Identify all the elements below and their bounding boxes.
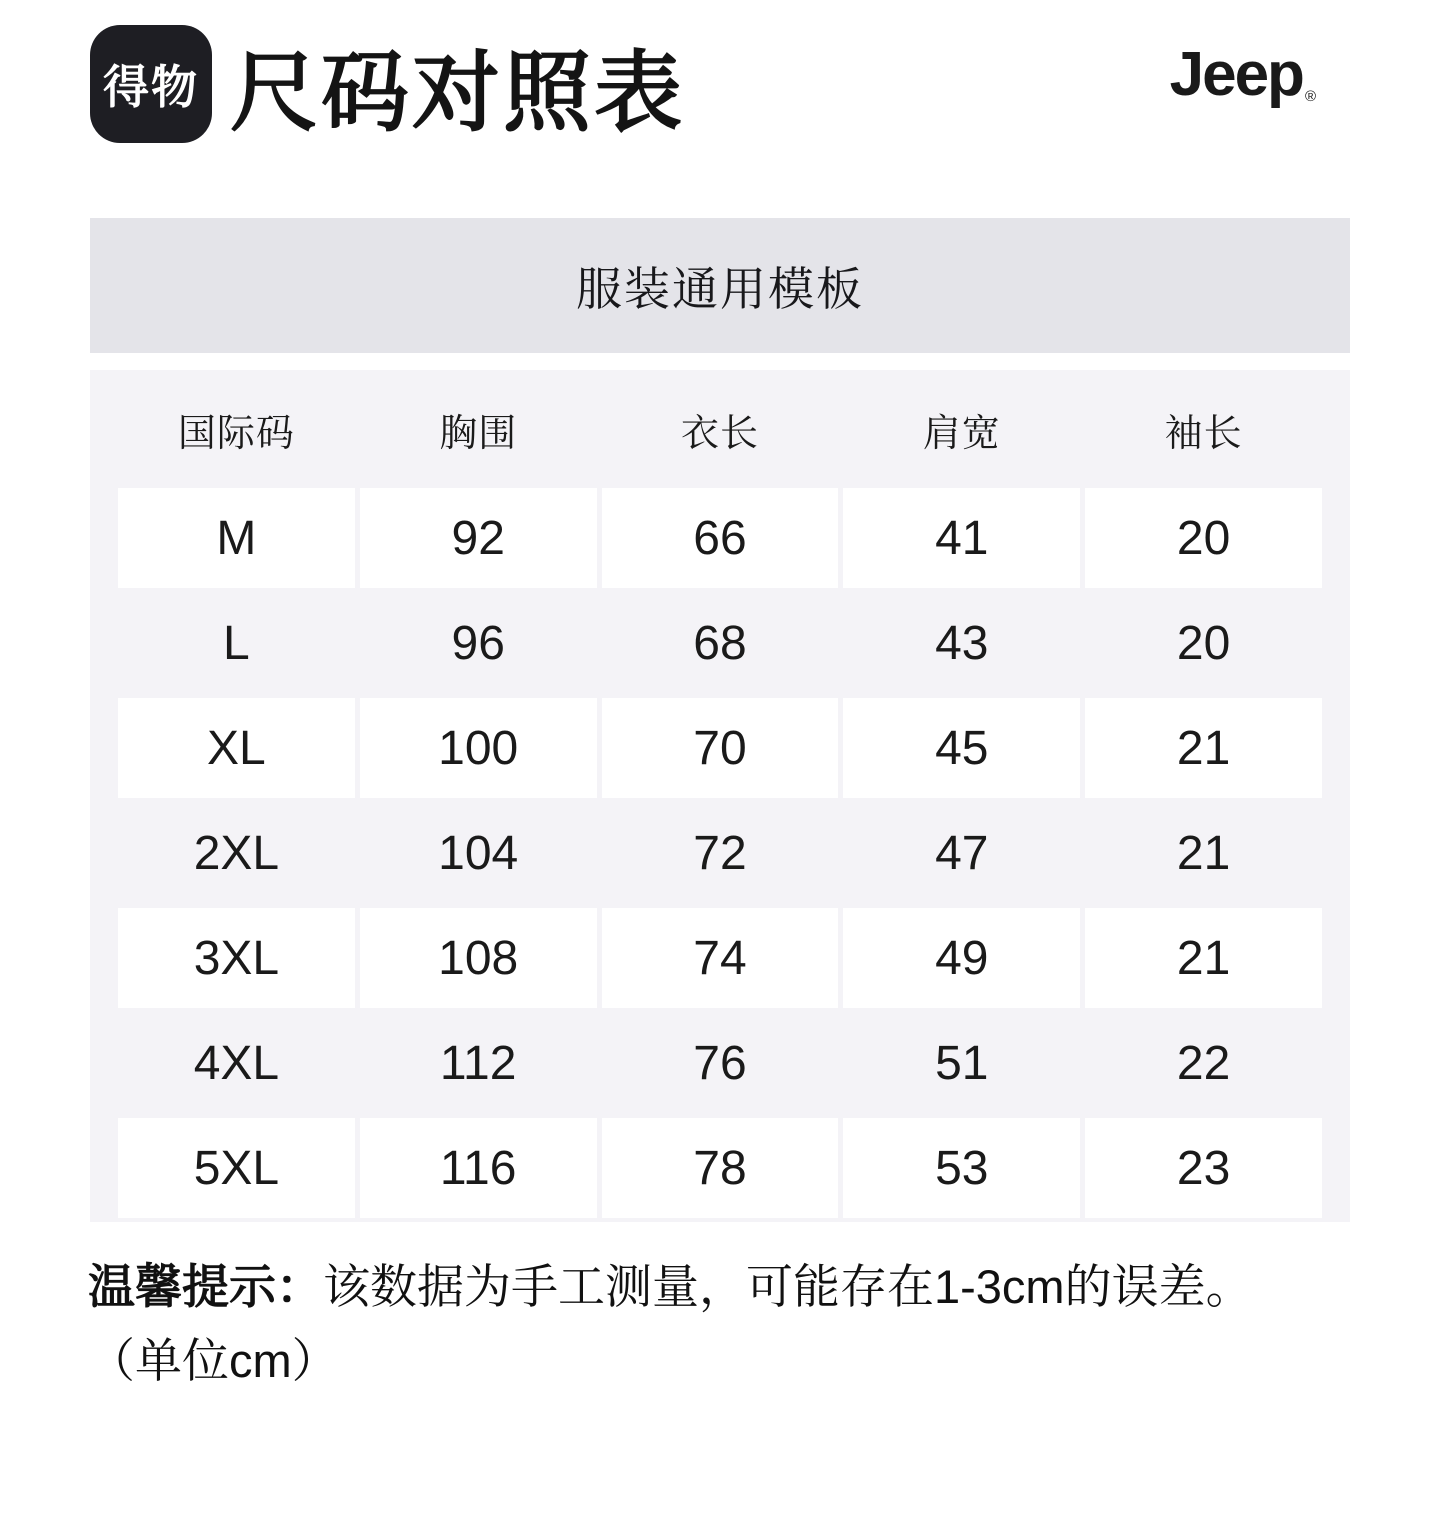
chest-cell: 112: [360, 1013, 597, 1113]
length-cell: 68: [602, 593, 839, 693]
table-row-m: [118, 488, 1322, 588]
measurement-note: [88, 1252, 1350, 1396]
length-cell: 70: [602, 698, 839, 798]
sleeve-cell: 21: [1085, 698, 1322, 798]
length-cell: 76: [602, 1013, 839, 1113]
chest-cell: 104: [360, 803, 597, 903]
size-table: [90, 370, 1350, 1222]
size-label-cell: 5XL: [118, 1118, 355, 1218]
jeep-brand-text: Jeep: [1169, 40, 1303, 109]
shoulder-cell: 45: [843, 698, 1080, 798]
column-header-shoulder-width: 肩宽: [922, 412, 1001, 455]
length-cell: 74: [602, 908, 839, 1008]
sleeve-cell: 21: [1085, 803, 1322, 903]
table-row-5xl: [118, 1118, 1322, 1218]
size-label-cell: XL: [118, 698, 355, 798]
dewu-logo: [90, 25, 212, 143]
size-label-cell: 2XL: [118, 803, 355, 903]
length-cell: 72: [602, 803, 839, 903]
table-row-xl: [118, 698, 1322, 798]
length-cell: 66: [602, 488, 839, 588]
shoulder-cell: 49: [843, 908, 1080, 1008]
dewu-logo-text: 得物: [103, 61, 199, 113]
shoulder-cell: 51: [843, 1013, 1080, 1113]
table-row-l: [118, 593, 1322, 693]
size-label-cell: 4XL: [118, 1013, 355, 1113]
unit-note: （单位cm）: [88, 1334, 339, 1387]
sleeve-cell: 21: [1085, 908, 1322, 1008]
note-line: [88, 1252, 1350, 1322]
sleeve-cell: 23: [1085, 1118, 1322, 1218]
chest-cell: 116: [360, 1118, 597, 1218]
shoulder-cell: 53: [843, 1118, 1080, 1218]
table-row-2xl: [118, 803, 1322, 903]
note-label: 温馨提示：: [88, 1260, 323, 1313]
page-title: 尺码对照表: [230, 43, 686, 142]
length-cell: 78: [602, 1118, 839, 1218]
template-section-title: 服装通用模板: [576, 262, 864, 315]
column-header-garment-length: 衣长: [680, 412, 759, 455]
table-header-row: [118, 370, 1322, 488]
chest-cell: 96: [360, 593, 597, 693]
column-header-international-size: 国际码: [177, 412, 295, 455]
column-header-chest: 胸围: [439, 412, 518, 455]
template-section-header: [90, 218, 1350, 353]
size-label-cell: 3XL: [118, 908, 355, 1008]
sleeve-cell: 20: [1085, 488, 1322, 588]
page-header: [0, 0, 1440, 218]
chest-cell: 108: [360, 908, 597, 1008]
column-header-sleeve-length: 袖长: [1164, 412, 1243, 455]
chest-cell: 100: [360, 698, 597, 798]
shoulder-cell: 41: [843, 488, 1080, 588]
size-label-cell: M: [118, 488, 355, 588]
chest-cell: 92: [360, 488, 597, 588]
note-text: 该数据为手工测量，可能存在1-3cm的误差。: [323, 1260, 1253, 1313]
table-row-4xl: [118, 1013, 1322, 1113]
sleeve-cell: 20: [1085, 593, 1322, 693]
table-row-3xl: [118, 908, 1322, 1008]
registered-trademark-icon: ®: [1304, 88, 1316, 105]
jeep-brand-logo: [1169, 40, 1316, 109]
shoulder-cell: 43: [843, 593, 1080, 693]
sleeve-cell: 22: [1085, 1013, 1322, 1113]
shoulder-cell: 47: [843, 803, 1080, 903]
size-label-cell: L: [118, 593, 355, 693]
